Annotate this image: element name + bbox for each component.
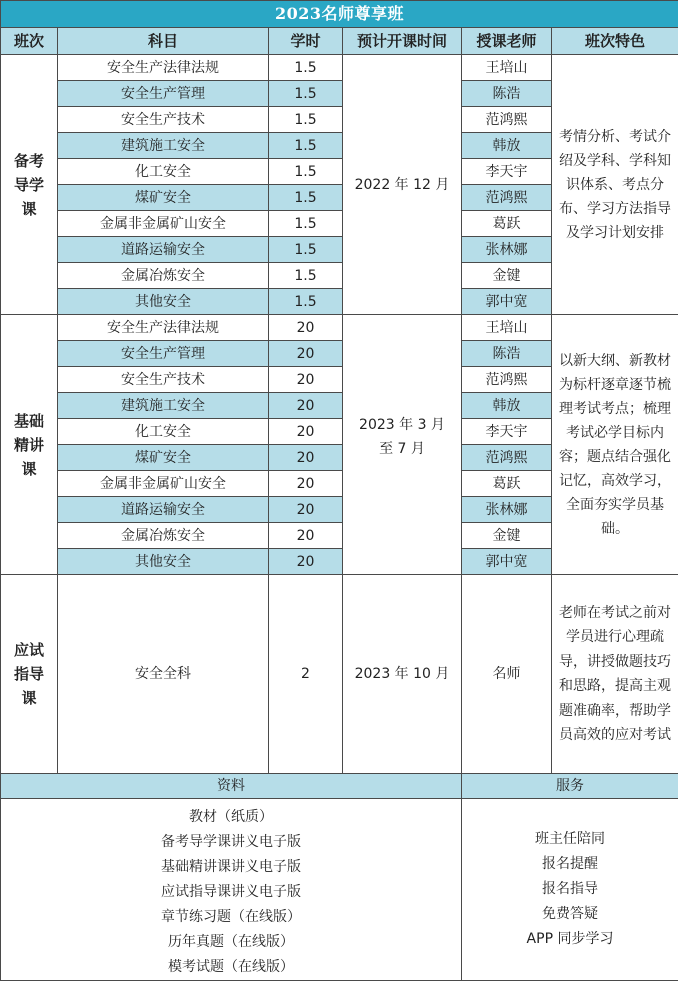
class-name-exam: 应试 指导 课 (1, 575, 58, 774)
teacher-cell: 李天宇 (462, 159, 552, 185)
hours-cell: 20 (269, 341, 343, 367)
start-time-prep: 2022 年 12 月 (343, 55, 462, 315)
hours-cell: 1.5 (269, 211, 343, 237)
class-name-prep: 备考 导学 课 (1, 55, 58, 315)
materials-header: 资料 (1, 774, 462, 799)
teacher-cell: 陈浩 (462, 341, 552, 367)
subject-cell: 建筑施工安全 (58, 133, 269, 159)
header-start-time: 预计开课时间 (343, 28, 462, 55)
materials-list (1, 799, 462, 981)
hours-cell: 20 (269, 393, 343, 419)
header-features: 班次特色 (552, 28, 678, 55)
list-item: 教材（纸质） (189, 809, 273, 825)
subject-cell: 安全生产法律法规 (58, 315, 269, 341)
subject-cell: 道路运输安全 (58, 497, 269, 523)
teacher-cell: 金键 (462, 523, 552, 549)
hours-cell: 20 (269, 549, 343, 575)
feature-basic: 以新大纲、新教材为标杆逐章逐节梳理考试考点；梳理考试必学目标内容；题点结合强化记忆，高效学习，全面夯实学员基础。 (552, 315, 678, 575)
hours-cell: 20 (269, 471, 343, 497)
list-item: 班主任陪同 (535, 831, 605, 847)
subject-cell: 金属非金属矿山安全 (58, 471, 269, 497)
teacher-cell: 范鸿熙 (462, 107, 552, 133)
teacher-cell: 韩放 (462, 393, 552, 419)
subject-cell: 化工安全 (58, 419, 269, 445)
table-title: 2023名师尊享班 (1, 1, 678, 28)
teacher-cell: 张林娜 (462, 237, 552, 263)
hours-cell: 1.5 (269, 81, 343, 107)
class-name-basic: 基础 精讲 课 (1, 315, 58, 575)
subject-cell: 安全生产管理 (58, 341, 269, 367)
list-item: 免费答疑 (542, 906, 598, 922)
subject-cell: 金属冶炼安全 (58, 523, 269, 549)
subject-cell: 安全全科 (58, 575, 269, 774)
hours-cell: 1.5 (269, 133, 343, 159)
hours-cell: 1.5 (269, 263, 343, 289)
subject-cell: 金属非金属矿山安全 (58, 211, 269, 237)
list-item: 历年真题（在线版） (168, 934, 294, 950)
teacher-cell: 张林娜 (462, 497, 552, 523)
teacher-cell: 金键 (462, 263, 552, 289)
subject-cell: 其他安全 (58, 549, 269, 575)
hours-cell: 20 (269, 315, 343, 341)
hours-cell: 1.5 (269, 237, 343, 263)
feature-prep: 考情分析、考试介绍及学科、学科知识体系、考点分布、学习方法指导及学习计划安排 (552, 55, 678, 315)
hours-cell: 1.5 (269, 185, 343, 211)
feature-exam: 老师在考试之前对学员进行心理疏导，讲授做题技巧和思路，提高主观题准确率，帮助学员高效的应对考试 (552, 575, 678, 774)
subject-cell: 煤矿安全 (58, 185, 269, 211)
teacher-cell: 郭中宽 (462, 289, 552, 315)
teacher-cell: 王培山 (462, 55, 552, 81)
header-subject: 科目 (58, 28, 269, 55)
services-header: 服务 (462, 774, 678, 799)
teacher-cell: 范鸿熙 (462, 445, 552, 471)
list-item: 章节练习题（在线版） (161, 909, 301, 925)
hours-cell: 1.5 (269, 107, 343, 133)
teacher-cell: 王培山 (462, 315, 552, 341)
subject-cell: 安全生产技术 (58, 367, 269, 393)
hours-cell: 20 (269, 419, 343, 445)
teacher-cell: 陈浩 (462, 81, 552, 107)
subject-cell: 道路运输安全 (58, 237, 269, 263)
hours-cell: 20 (269, 523, 343, 549)
teacher-cell: 李天宇 (462, 419, 552, 445)
hours-cell: 2 (269, 575, 343, 774)
teacher-cell: 韩放 (462, 133, 552, 159)
services-list (462, 799, 678, 981)
subject-cell: 煤矿安全 (58, 445, 269, 471)
list-item: 报名指导 (542, 881, 598, 897)
list-item: 备考导学课讲义电子版 (161, 834, 301, 850)
header-class: 班次 (1, 28, 58, 55)
hours-cell: 1.5 (269, 289, 343, 315)
start-time-exam: 2023 年 10 月 (343, 575, 462, 774)
start-time-basic: 2023 年 3 月至 7 月 (343, 315, 462, 575)
subject-cell: 其他安全 (58, 289, 269, 315)
hours-cell: 20 (269, 445, 343, 471)
list-item: 模考试题（在线版） (168, 959, 294, 975)
teacher-cell: 葛跃 (462, 211, 552, 237)
subject-cell: 安全生产法律法规 (58, 55, 269, 81)
list-item: 应试指导课讲义电子版 (161, 884, 301, 900)
list-item: 报名提醒 (542, 856, 598, 872)
list-item: APP 同步学习 (526, 931, 614, 947)
header-hours: 学时 (269, 28, 343, 55)
teacher-cell: 范鸿熙 (462, 367, 552, 393)
hours-cell: 20 (269, 497, 343, 523)
subject-cell: 化工安全 (58, 159, 269, 185)
teacher-cell: 名师 (462, 575, 552, 774)
hours-cell: 1.5 (269, 159, 343, 185)
subject-cell: 金属冶炼安全 (58, 263, 269, 289)
list-item: 基础精讲课讲义电子版 (161, 859, 301, 875)
subject-cell: 安全生产管理 (58, 81, 269, 107)
subject-cell: 建筑施工安全 (58, 393, 269, 419)
teacher-cell: 葛跃 (462, 471, 552, 497)
teacher-cell: 郭中宽 (462, 549, 552, 575)
header-teacher: 授课老师 (462, 28, 552, 55)
subject-cell: 安全生产技术 (58, 107, 269, 133)
teacher-cell: 范鸿熙 (462, 185, 552, 211)
hours-cell: 1.5 (269, 55, 343, 81)
hours-cell: 20 (269, 367, 343, 393)
header-row (1, 28, 678, 55)
